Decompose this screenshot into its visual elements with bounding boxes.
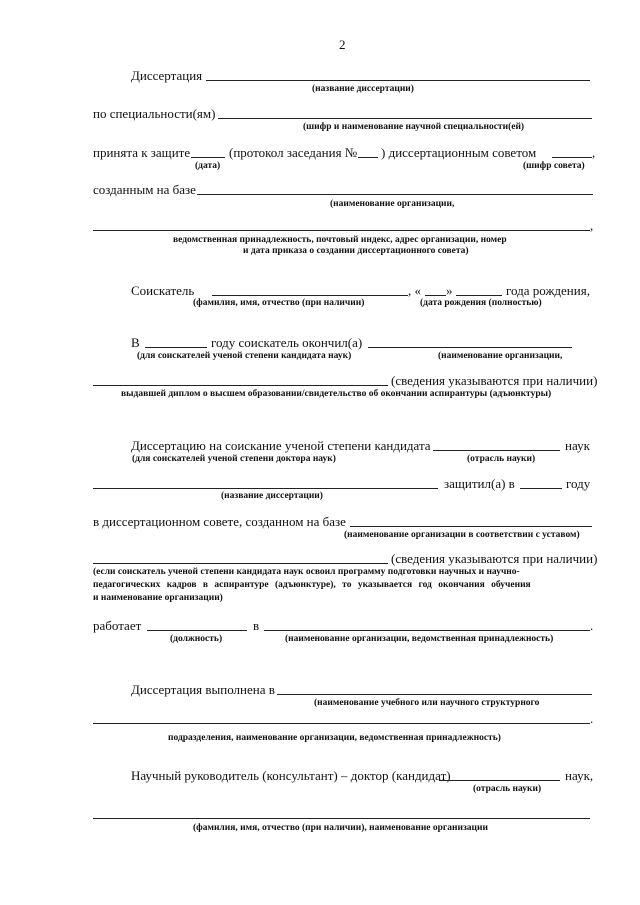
graduated-prefix: В	[131, 335, 140, 350]
council-hint: (наименование организации в соответствии с уставом)	[344, 530, 580, 540]
program-hint-1: (если соискатель ученой степени кандидата наук освоил программу подготовки научных и научно-	[93, 567, 520, 577]
graduated-text: году соискатель окончил(а)	[211, 335, 363, 350]
doctor-hint: (для соискателей ученой степени доктора наук)	[132, 454, 336, 464]
date-hint: (дата)	[195, 161, 221, 171]
defended-year: году	[566, 476, 591, 491]
performed-hint-1: (наименование учебного или научного структурного	[314, 698, 540, 708]
program-info: (сведения указываются при наличии)	[391, 551, 598, 566]
comma: ,	[592, 145, 596, 160]
protocol-number-line[interactable]	[358, 157, 378, 158]
dot: .	[590, 618, 594, 633]
dot: ,	[590, 218, 594, 233]
program-line[interactable]	[93, 563, 388, 564]
quote-close: »	[446, 283, 453, 298]
defended-year-line[interactable]	[520, 488, 562, 489]
candidate-label: Диссертацию на соискание ученой степени кандидата	[131, 438, 431, 453]
candidate-title-hint: (название диссертации)	[221, 491, 323, 501]
council-text: ) диссертационным советом	[381, 145, 537, 160]
performed-label: Диссертация выполнена в	[131, 682, 275, 697]
graduated-info: (сведения указываются при наличии)	[391, 373, 598, 388]
created-org-line[interactable]	[197, 194, 593, 195]
position-hint: (должность)	[170, 634, 223, 644]
dot: .	[590, 711, 594, 726]
council-org-line[interactable]	[350, 526, 592, 527]
position-line[interactable]	[147, 630, 247, 631]
applicant-name-hint: (фамилия, имя, отчество (при наличии)	[193, 298, 365, 308]
council-label: в диссертационном совете, созданном на базе	[93, 514, 346, 529]
supervisor-branch-line[interactable]	[439, 780, 560, 781]
council-code-line[interactable]	[552, 157, 592, 158]
created-label: созданным на базе	[93, 182, 196, 197]
accepted-date-line[interactable]	[191, 157, 225, 158]
graduated-year-hint: (для соискателей ученой степени кандидата наук)	[137, 351, 352, 361]
supervisor-name-hint: (фамилия, имя, отчество (при наличии), наименование организации	[193, 823, 488, 833]
diploma-hint: выдавшей диплом о высшем образовании/свидетельство об окончании аспирантуры (адъюнктуры)	[121, 389, 552, 399]
birth-hint: (дата рождения (полностью)	[420, 298, 542, 308]
quote-open: , «	[408, 283, 421, 298]
defended-text: защитил(а) в	[444, 476, 515, 491]
applicant-name-line[interactable]	[212, 295, 408, 296]
specialty-hint: (шифр и наименование научной специальности(ей)	[303, 122, 525, 132]
performed-line[interactable]	[277, 694, 592, 695]
program-hint-3: и наименование организации)	[93, 593, 223, 603]
specialty-label: по специальности(ям)	[93, 106, 216, 121]
performed-hint-2: подразделения, наименование организации, ведомственная принадлежность)	[168, 733, 501, 743]
graduated-org-line[interactable]	[368, 347, 572, 348]
supervisor-name-line[interactable]	[93, 818, 590, 819]
program-hint-2: педагогических кадров в аспирантуре (адъюнктуре), то указывается год окончания обучения	[93, 580, 531, 590]
applicant-label: Соискатель	[131, 283, 195, 298]
graduated-org-hint: (наименование организации,	[438, 351, 563, 361]
works-org-hint: (наименование организации, ведомственная принадлежность)	[285, 634, 554, 644]
created-hint2: ведомственная принадлежность, почтовый индекс, адрес организации, номер	[173, 235, 507, 245]
birth-tail: года рождения,	[506, 283, 590, 298]
works-org-line[interactable]	[264, 630, 590, 631]
dissertation-hint: (название диссертации)	[312, 84, 414, 94]
supervisor-tail: наук,	[565, 768, 594, 783]
works-in: в	[253, 618, 260, 633]
accepted-text: принята к защите	[93, 145, 191, 160]
candidate-title-line[interactable]	[93, 488, 438, 489]
birth-day-line[interactable]	[425, 295, 446, 296]
created-hint3: и дата приказа о создании диссертационного совета)	[243, 246, 469, 256]
branch-hint: (отрасль науки)	[467, 454, 536, 464]
supervisor-label: Научный руководитель (консультант) – доктор (кандидат)	[131, 768, 451, 783]
works-label: работает	[93, 618, 142, 633]
supervisor-branch-hint: (отрасль науки)	[473, 784, 542, 794]
performed-line-2[interactable]	[93, 723, 590, 724]
council-code-hint: (шифр совета)	[523, 161, 585, 171]
graduated-org-line-2[interactable]	[93, 385, 388, 386]
dissertation-title-line[interactable]	[206, 80, 590, 81]
graduated-year-line[interactable]	[145, 347, 207, 348]
page-number: 2	[339, 37, 346, 52]
created-org-line-2[interactable]	[93, 230, 590, 231]
specialty-line[interactable]	[218, 118, 592, 119]
science-branch-line[interactable]	[433, 450, 560, 451]
protocol-text: (протокол заседания №	[229, 145, 358, 160]
created-hint1: (наименование организации,	[330, 199, 455, 209]
dissertation-label: Диссертация	[131, 68, 203, 83]
candidate-tail: наук	[565, 438, 590, 453]
birth-month-line[interactable]	[456, 295, 502, 296]
